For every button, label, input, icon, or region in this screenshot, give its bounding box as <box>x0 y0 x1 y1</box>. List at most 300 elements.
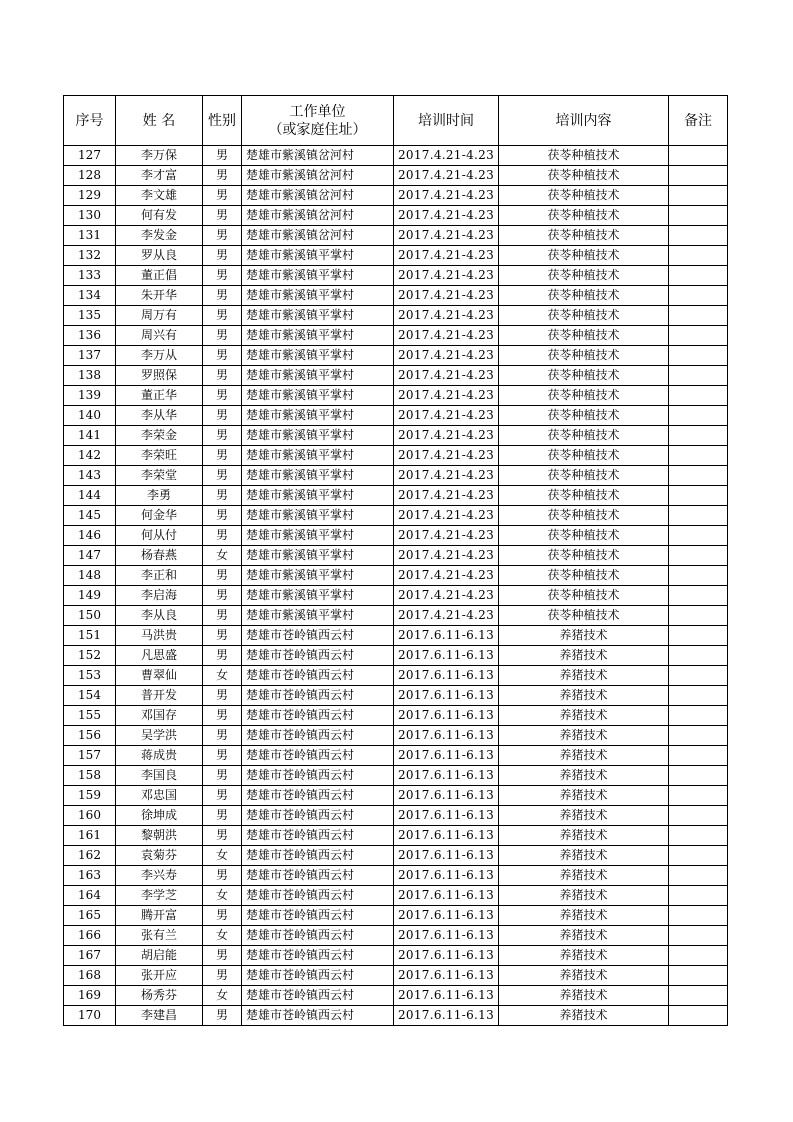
cell-index: 146 <box>64 526 116 546</box>
cell-content: 养猪技术 <box>499 886 669 906</box>
cell-time: 2017.4.21-4.23 <box>394 546 499 566</box>
cell-content: 养猪技术 <box>499 706 669 726</box>
cell-name: 袁菊芬 <box>116 846 203 866</box>
cell-index: 155 <box>64 706 116 726</box>
cell-content: 茯苓种植技术 <box>499 186 669 206</box>
table-row <box>64 526 728 546</box>
header-remark: 备注 <box>669 96 728 146</box>
cell-remark <box>669 306 728 326</box>
cell-content: 茯苓种植技术 <box>499 386 669 406</box>
cell-content: 茯苓种植技术 <box>499 366 669 386</box>
cell-time: 2017.4.21-4.23 <box>394 406 499 426</box>
cell-time: 2017.6.11-6.13 <box>394 626 499 646</box>
cell-name: 杨春燕 <box>116 546 203 566</box>
cell-unit: 楚雄市苍岭镇西云村 <box>242 906 394 926</box>
cell-unit: 楚雄市紫溪镇平掌村 <box>242 266 394 286</box>
cell-time: 2017.4.21-4.23 <box>394 166 499 186</box>
cell-unit: 楚雄市紫溪镇平掌村 <box>242 426 394 446</box>
cell-time: 2017.6.11-6.13 <box>394 726 499 746</box>
cell-time: 2017.4.21-4.23 <box>394 146 499 166</box>
cell-index: 164 <box>64 886 116 906</box>
cell-unit: 楚雄市紫溪镇岔河村 <box>242 206 394 226</box>
cell-unit: 楚雄市紫溪镇平掌村 <box>242 486 394 506</box>
cell-time: 2017.6.11-6.13 <box>394 1006 499 1026</box>
cell-gender: 男 <box>203 906 242 926</box>
cell-unit: 楚雄市苍岭镇西云村 <box>242 966 394 986</box>
header-unit <box>242 96 394 146</box>
table-row <box>64 666 728 686</box>
cell-unit: 楚雄市紫溪镇平掌村 <box>242 506 394 526</box>
cell-time: 2017.4.21-4.23 <box>394 306 499 326</box>
cell-index: 168 <box>64 966 116 986</box>
cell-unit: 楚雄市紫溪镇平掌村 <box>242 466 394 486</box>
cell-gender: 男 <box>203 1006 242 1026</box>
cell-name: 周兴有 <box>116 326 203 346</box>
cell-name: 普开发 <box>116 686 203 706</box>
cell-remark <box>669 786 728 806</box>
table-row <box>64 166 728 186</box>
cell-remark <box>669 766 728 786</box>
cell-time: 2017.6.11-6.13 <box>394 846 499 866</box>
cell-name: 李荣金 <box>116 426 203 446</box>
cell-time: 2017.4.21-4.23 <box>394 226 499 246</box>
header-row <box>64 96 728 146</box>
cell-content: 茯苓种植技术 <box>499 206 669 226</box>
table-row <box>64 766 728 786</box>
cell-unit: 楚雄市紫溪镇岔河村 <box>242 186 394 206</box>
table-row <box>64 146 728 166</box>
cell-gender: 男 <box>203 486 242 506</box>
cell-content: 茯苓种植技术 <box>499 466 669 486</box>
cell-gender: 男 <box>203 726 242 746</box>
cell-content: 养猪技术 <box>499 946 669 966</box>
cell-time: 2017.6.11-6.13 <box>394 806 499 826</box>
cell-gender: 女 <box>203 986 242 1006</box>
cell-unit: 楚雄市苍岭镇西云村 <box>242 666 394 686</box>
cell-gender: 男 <box>203 446 242 466</box>
cell-time: 2017.6.11-6.13 <box>394 986 499 1006</box>
cell-content: 茯苓种植技术 <box>499 446 669 466</box>
cell-gender: 男 <box>203 686 242 706</box>
cell-name: 徐坤成 <box>116 806 203 826</box>
cell-name: 张开应 <box>116 966 203 986</box>
table-row <box>64 786 728 806</box>
cell-remark <box>669 506 728 526</box>
cell-unit: 楚雄市紫溪镇平掌村 <box>242 386 394 406</box>
cell-unit: 楚雄市苍岭镇西云村 <box>242 626 394 646</box>
cell-unit: 楚雄市苍岭镇西云村 <box>242 826 394 846</box>
table-row <box>64 206 728 226</box>
cell-index: 157 <box>64 746 116 766</box>
cell-name: 黎朝洪 <box>116 826 203 846</box>
cell-gender: 男 <box>203 146 242 166</box>
cell-content: 茯苓种植技术 <box>499 166 669 186</box>
table-row <box>64 606 728 626</box>
cell-remark <box>669 406 728 426</box>
cell-time: 2017.4.21-4.23 <box>394 286 499 306</box>
cell-remark <box>669 326 728 346</box>
cell-remark <box>669 866 728 886</box>
cell-gender: 男 <box>203 286 242 306</box>
cell-remark <box>669 626 728 646</box>
table-row <box>64 546 728 566</box>
cell-remark <box>669 886 728 906</box>
cell-remark <box>669 486 728 506</box>
table-row <box>64 466 728 486</box>
cell-name: 李万从 <box>116 346 203 366</box>
cell-unit: 楚雄市紫溪镇平掌村 <box>242 406 394 426</box>
cell-gender: 男 <box>203 866 242 886</box>
cell-gender: 男 <box>203 566 242 586</box>
cell-index: 136 <box>64 326 116 346</box>
cell-remark <box>669 366 728 386</box>
cell-gender: 男 <box>203 386 242 406</box>
cell-name: 李文雄 <box>116 186 203 206</box>
cell-gender: 男 <box>203 706 242 726</box>
cell-name: 蒋成贵 <box>116 746 203 766</box>
cell-unit: 楚雄市紫溪镇平掌村 <box>242 566 394 586</box>
cell-remark <box>669 646 728 666</box>
cell-unit: 楚雄市紫溪镇平掌村 <box>242 586 394 606</box>
table-body <box>64 146 728 1026</box>
table-row <box>64 826 728 846</box>
table-row <box>64 266 728 286</box>
cell-time: 2017.6.11-6.13 <box>394 826 499 846</box>
cell-name: 李万保 <box>116 146 203 166</box>
cell-gender: 男 <box>203 646 242 666</box>
cell-name: 李从华 <box>116 406 203 426</box>
cell-index: 129 <box>64 186 116 206</box>
cell-remark <box>669 666 728 686</box>
cell-gender: 男 <box>203 346 242 366</box>
cell-content: 茯苓种植技术 <box>499 286 669 306</box>
cell-remark <box>669 546 728 566</box>
cell-unit: 楚雄市苍岭镇西云村 <box>242 946 394 966</box>
cell-index: 128 <box>64 166 116 186</box>
cell-name: 吴学洪 <box>116 726 203 746</box>
cell-name: 邓国存 <box>116 706 203 726</box>
cell-content: 养猪技术 <box>499 1006 669 1026</box>
cell-gender: 男 <box>203 586 242 606</box>
table-row <box>64 906 728 926</box>
cell-name: 凡思盛 <box>116 646 203 666</box>
cell-unit: 楚雄市紫溪镇平掌村 <box>242 326 394 346</box>
cell-name: 李才富 <box>116 166 203 186</box>
cell-remark <box>669 586 728 606</box>
cell-content: 养猪技术 <box>499 626 669 646</box>
cell-index: 133 <box>64 266 116 286</box>
cell-content: 茯苓种植技术 <box>499 406 669 426</box>
cell-gender: 女 <box>203 546 242 566</box>
cell-remark <box>669 826 728 846</box>
cell-time: 2017.4.21-4.23 <box>394 366 499 386</box>
cell-gender: 男 <box>203 406 242 426</box>
table-row <box>64 366 728 386</box>
cell-index: 143 <box>64 466 116 486</box>
cell-gender: 男 <box>203 266 242 286</box>
cell-content: 养猪技术 <box>499 746 669 766</box>
cell-content: 茯苓种植技术 <box>499 566 669 586</box>
cell-name: 胡启能 <box>116 946 203 966</box>
cell-index: 151 <box>64 626 116 646</box>
training-roster-table <box>63 95 728 1026</box>
cell-gender: 男 <box>203 786 242 806</box>
cell-index: 153 <box>64 666 116 686</box>
cell-gender: 女 <box>203 926 242 946</box>
table-row <box>64 306 728 326</box>
cell-time: 2017.6.11-6.13 <box>394 766 499 786</box>
cell-index: 156 <box>64 726 116 746</box>
cell-content: 养猪技术 <box>499 646 669 666</box>
cell-time: 2017.6.11-6.13 <box>394 746 499 766</box>
cell-remark <box>669 226 728 246</box>
cell-remark <box>669 206 728 226</box>
cell-index: 161 <box>64 826 116 846</box>
cell-remark <box>669 846 728 866</box>
cell-index: 148 <box>64 566 116 586</box>
cell-time: 2017.6.11-6.13 <box>394 686 499 706</box>
cell-time: 2017.4.21-4.23 <box>394 466 499 486</box>
cell-gender: 男 <box>203 826 242 846</box>
cell-time: 2017.6.11-6.13 <box>394 946 499 966</box>
cell-content: 养猪技术 <box>499 866 669 886</box>
cell-remark <box>669 706 728 726</box>
cell-content: 养猪技术 <box>499 786 669 806</box>
table-row <box>64 686 728 706</box>
cell-name: 曹翠仙 <box>116 666 203 686</box>
cell-name: 何有发 <box>116 206 203 226</box>
cell-index: 138 <box>64 366 116 386</box>
table-row <box>64 566 728 586</box>
cell-name: 董正倡 <box>116 266 203 286</box>
cell-remark <box>669 526 728 546</box>
cell-time: 2017.4.21-4.23 <box>394 246 499 266</box>
cell-content: 养猪技术 <box>499 726 669 746</box>
cell-index: 165 <box>64 906 116 926</box>
table-row <box>64 706 728 726</box>
cell-content: 茯苓种植技术 <box>499 506 669 526</box>
cell-content: 茯苓种植技术 <box>499 246 669 266</box>
cell-unit: 楚雄市苍岭镇西云村 <box>242 646 394 666</box>
cell-name: 腾开富 <box>116 906 203 926</box>
cell-remark <box>669 246 728 266</box>
cell-index: 142 <box>64 446 116 466</box>
cell-gender: 男 <box>203 806 242 826</box>
cell-name: 张有兰 <box>116 926 203 946</box>
cell-name: 李荣堂 <box>116 466 203 486</box>
header-time: 培训时间 <box>394 96 499 146</box>
cell-content: 养猪技术 <box>499 986 669 1006</box>
table-row <box>64 486 728 506</box>
cell-gender: 男 <box>203 426 242 446</box>
cell-gender: 男 <box>203 746 242 766</box>
cell-index: 141 <box>64 426 116 446</box>
cell-time: 2017.4.21-4.23 <box>394 446 499 466</box>
table-row <box>64 246 728 266</box>
cell-index: 158 <box>64 766 116 786</box>
cell-index: 166 <box>64 926 116 946</box>
cell-remark <box>669 386 728 406</box>
cell-time: 2017.6.11-6.13 <box>394 706 499 726</box>
cell-content: 养猪技术 <box>499 766 669 786</box>
cell-gender: 男 <box>203 246 242 266</box>
cell-name: 马洪贵 <box>116 626 203 646</box>
cell-index: 150 <box>64 606 116 626</box>
table-row <box>64 326 728 346</box>
cell-time: 2017.4.21-4.23 <box>394 386 499 406</box>
cell-gender: 男 <box>203 366 242 386</box>
cell-unit: 楚雄市紫溪镇岔河村 <box>242 166 394 186</box>
cell-index: 134 <box>64 286 116 306</box>
cell-remark <box>669 606 728 626</box>
table-row <box>64 846 728 866</box>
cell-time: 2017.4.21-4.23 <box>394 606 499 626</box>
cell-gender: 男 <box>203 626 242 646</box>
cell-gender: 男 <box>203 766 242 786</box>
table-row <box>64 586 728 606</box>
cell-time: 2017.4.21-4.23 <box>394 566 499 586</box>
cell-time: 2017.4.21-4.23 <box>394 506 499 526</box>
cell-name: 罗从良 <box>116 246 203 266</box>
table-row <box>64 406 728 426</box>
cell-unit: 楚雄市紫溪镇平掌村 <box>242 526 394 546</box>
header-name: 姓 名 <box>116 96 203 146</box>
cell-name: 周万有 <box>116 306 203 326</box>
cell-index: 132 <box>64 246 116 266</box>
cell-unit: 楚雄市苍岭镇西云村 <box>242 786 394 806</box>
cell-remark <box>669 966 728 986</box>
cell-time: 2017.4.21-4.23 <box>394 586 499 606</box>
table-row <box>64 746 728 766</box>
cell-index: 137 <box>64 346 116 366</box>
cell-unit: 楚雄市紫溪镇平掌村 <box>242 246 394 266</box>
table-row <box>64 446 728 466</box>
table-row <box>64 426 728 446</box>
cell-index: 131 <box>64 226 116 246</box>
cell-time: 2017.6.11-6.13 <box>394 966 499 986</box>
cell-content: 养猪技术 <box>499 686 669 706</box>
cell-unit: 楚雄市苍岭镇西云村 <box>242 866 394 886</box>
cell-unit: 楚雄市紫溪镇平掌村 <box>242 366 394 386</box>
cell-unit: 楚雄市紫溪镇平掌村 <box>242 546 394 566</box>
cell-time: 2017.6.11-6.13 <box>394 866 499 886</box>
cell-unit: 楚雄市苍岭镇西云村 <box>242 706 394 726</box>
cell-gender: 男 <box>203 606 242 626</box>
cell-remark <box>669 946 728 966</box>
cell-time: 2017.4.21-4.23 <box>394 486 499 506</box>
table-row <box>64 926 728 946</box>
cell-index: 169 <box>64 986 116 1006</box>
cell-time: 2017.4.21-4.23 <box>394 206 499 226</box>
cell-time: 2017.4.21-4.23 <box>394 266 499 286</box>
cell-gender: 女 <box>203 846 242 866</box>
cell-gender: 男 <box>203 966 242 986</box>
cell-content: 茯苓种植技术 <box>499 306 669 326</box>
cell-unit: 楚雄市苍岭镇西云村 <box>242 986 394 1006</box>
cell-time: 2017.6.11-6.13 <box>394 926 499 946</box>
cell-gender: 女 <box>203 886 242 906</box>
table-header <box>64 96 728 146</box>
cell-time: 2017.4.21-4.23 <box>394 326 499 346</box>
table-row <box>64 286 728 306</box>
cell-content: 茯苓种植技术 <box>499 226 669 246</box>
table-row <box>64 646 728 666</box>
table-row <box>64 726 728 746</box>
cell-index: 163 <box>64 866 116 886</box>
cell-time: 2017.4.21-4.23 <box>394 186 499 206</box>
table-row <box>64 986 728 1006</box>
cell-remark <box>669 726 728 746</box>
cell-gender: 男 <box>203 526 242 546</box>
cell-index: 167 <box>64 946 116 966</box>
cell-gender: 男 <box>203 326 242 346</box>
cell-remark <box>669 166 728 186</box>
cell-index: 140 <box>64 406 116 426</box>
cell-unit: 楚雄市紫溪镇平掌村 <box>242 286 394 306</box>
cell-remark <box>669 426 728 446</box>
cell-unit: 楚雄市紫溪镇岔河村 <box>242 146 394 166</box>
cell-content: 养猪技术 <box>499 906 669 926</box>
cell-content: 养猪技术 <box>499 846 669 866</box>
cell-gender: 男 <box>203 466 242 486</box>
cell-content: 养猪技术 <box>499 926 669 946</box>
cell-content: 养猪技术 <box>499 826 669 846</box>
cell-remark <box>669 686 728 706</box>
cell-remark <box>669 346 728 366</box>
cell-remark <box>669 746 728 766</box>
cell-remark <box>669 566 728 586</box>
table-row <box>64 886 728 906</box>
cell-content: 茯苓种植技术 <box>499 486 669 506</box>
cell-time: 2017.4.21-4.23 <box>394 346 499 366</box>
cell-name: 董正华 <box>116 386 203 406</box>
table-row <box>64 966 728 986</box>
header-unit-line1: 工作单位 <box>289 103 346 120</box>
table-row <box>64 506 728 526</box>
cell-content: 养猪技术 <box>499 806 669 826</box>
cell-name: 李从良 <box>116 606 203 626</box>
header-unit-line2: （或家庭住址） <box>268 121 367 138</box>
cell-content: 茯苓种植技术 <box>499 326 669 346</box>
cell-unit: 楚雄市苍岭镇西云村 <box>242 846 394 866</box>
cell-unit: 楚雄市苍岭镇西云村 <box>242 726 394 746</box>
cell-content: 茯苓种植技术 <box>499 266 669 286</box>
cell-index: 147 <box>64 546 116 566</box>
cell-index: 170 <box>64 1006 116 1026</box>
cell-name: 罗照保 <box>116 366 203 386</box>
cell-index: 159 <box>64 786 116 806</box>
cell-name: 李兴寿 <box>116 866 203 886</box>
cell-index: 145 <box>64 506 116 526</box>
cell-remark <box>669 466 728 486</box>
table-row <box>64 626 728 646</box>
header-content: 培训内容 <box>499 96 669 146</box>
cell-time: 2017.6.11-6.13 <box>394 666 499 686</box>
cell-time: 2017.4.21-4.23 <box>394 526 499 546</box>
cell-time: 2017.6.11-6.13 <box>394 906 499 926</box>
cell-content: 茯苓种植技术 <box>499 546 669 566</box>
cell-name: 邓忠国 <box>116 786 203 806</box>
cell-remark <box>669 986 728 1006</box>
table-row <box>64 946 728 966</box>
cell-index: 139 <box>64 386 116 406</box>
cell-content: 茯苓种植技术 <box>499 346 669 366</box>
cell-index: 127 <box>64 146 116 166</box>
cell-unit: 楚雄市苍岭镇西云村 <box>242 886 394 906</box>
cell-remark <box>669 926 728 946</box>
cell-index: 144 <box>64 486 116 506</box>
cell-remark <box>669 186 728 206</box>
